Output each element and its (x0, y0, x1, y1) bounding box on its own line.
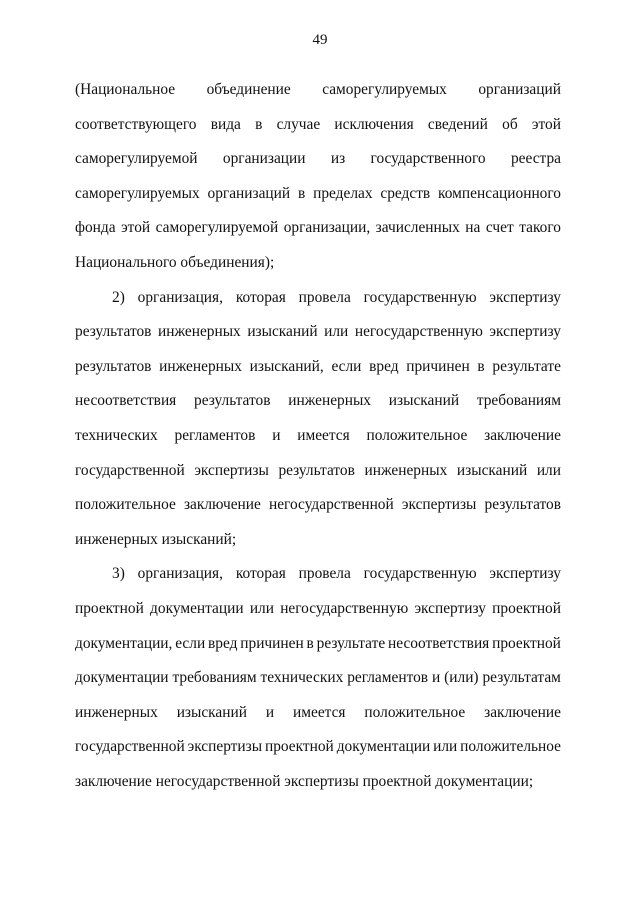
word: документации (336, 738, 431, 756)
word: об (502, 115, 518, 133)
word: (Национальное (75, 81, 176, 98)
word: средств (380, 184, 431, 202)
word: инженерных (159, 357, 242, 375)
word: компенсационного (438, 184, 561, 202)
word: изысканий, (249, 357, 324, 375)
word: экспертизу (489, 288, 561, 306)
word: результатов (75, 357, 152, 375)
word: провела (298, 288, 351, 306)
word: экспертизу (489, 323, 561, 341)
word: саморегулируемых (75, 184, 200, 202)
word: саморегулируемой (75, 150, 198, 168)
word: исключения (334, 115, 414, 133)
text-line (75, 592, 561, 627)
word: требованиям (476, 392, 561, 410)
word: или (324, 323, 349, 341)
word: государственной (75, 461, 185, 479)
word: положительное (366, 426, 468, 444)
word: заключение (484, 703, 561, 721)
word: регламентов (347, 669, 429, 687)
paragraph-3 (75, 557, 561, 799)
word: положительное (75, 496, 176, 514)
word: пределах (313, 184, 373, 202)
word: негосударственную (354, 323, 483, 341)
text-line (75, 73, 561, 108)
word: организация, (137, 565, 223, 583)
word: требованиям (172, 669, 257, 687)
word: заключение (183, 496, 261, 514)
word: этой (121, 219, 151, 237)
word: экспертизу (414, 599, 486, 617)
text-line (75, 315, 561, 350)
word: результатов (194, 392, 271, 410)
word: вред (369, 357, 399, 375)
word: результате (492, 357, 561, 375)
word: на (465, 219, 481, 237)
word: организация, (137, 288, 223, 306)
word: экспертизы (401, 496, 477, 514)
word: экспертизу (489, 565, 561, 583)
word: причинен (240, 634, 304, 652)
word: заключение (484, 426, 561, 444)
word: изысканий (388, 392, 460, 410)
word: организации, (283, 219, 371, 237)
text-line (75, 730, 561, 765)
word: счет (485, 219, 514, 237)
word: проектной (75, 599, 144, 617)
word: регламентов (174, 426, 256, 444)
word: документации, (75, 634, 173, 652)
word: 3) (112, 565, 125, 583)
word: несоответствия (388, 634, 490, 652)
text-line (75, 281, 561, 316)
word: инженерных (75, 703, 158, 721)
text-line (75, 557, 561, 592)
word: в (477, 357, 485, 375)
word: экспертизы (194, 461, 269, 479)
text-line (75, 246, 561, 281)
word: проектной (492, 634, 561, 652)
word: 2) (112, 288, 125, 306)
text-line (75, 384, 561, 419)
word: государственного (370, 150, 486, 168)
word: в (306, 634, 314, 652)
page-number: 49 (312, 32, 328, 48)
word: этой (531, 115, 561, 133)
word: или (249, 599, 274, 617)
word: и (431, 669, 441, 687)
word: сведений (427, 115, 488, 133)
word: государственную (363, 288, 477, 306)
word: или (433, 738, 458, 756)
word: если (331, 357, 362, 375)
word: заключение негосударственной экспертизы проектной документации; (75, 772, 534, 790)
word: из (330, 150, 346, 168)
word: экспертизы (187, 738, 263, 756)
word: которая (235, 288, 286, 306)
word: соответствующего (75, 115, 197, 133)
text-line (75, 142, 561, 177)
word: в (255, 115, 263, 133)
word: инженерных (364, 461, 448, 479)
word: государственной (75, 738, 185, 756)
word: объединение (206, 81, 291, 98)
text-line (75, 108, 561, 143)
word: фонда (75, 219, 116, 237)
word: государственную (363, 565, 477, 583)
word: проектной (264, 738, 334, 756)
word: организации (222, 150, 306, 168)
word: изысканий (247, 323, 318, 341)
word: положительное (460, 738, 561, 756)
word: положительное (364, 703, 466, 721)
text-line (75, 488, 561, 523)
word: или (536, 461, 561, 479)
word: реестра (510, 150, 561, 168)
text-line (75, 523, 561, 558)
word: (или) (444, 669, 479, 687)
word: несоответствия (75, 392, 177, 410)
word: негосударственной (268, 496, 394, 514)
word: вред (208, 634, 238, 652)
text-line (75, 177, 561, 212)
word: документации (150, 599, 244, 617)
word: причинен (406, 357, 470, 375)
word: негосударственную (280, 599, 409, 617)
word: имеется (293, 703, 346, 721)
paragraph-1 (75, 73, 561, 281)
text-line (75, 211, 561, 246)
word: результатам (482, 669, 561, 687)
text-line (75, 661, 561, 696)
word: документации (75, 669, 169, 687)
body-text (75, 73, 561, 799)
word: саморегулируемых (322, 81, 447, 98)
text-line (75, 350, 561, 385)
word: такого (519, 219, 561, 237)
word: и (265, 703, 275, 721)
word: и (272, 426, 281, 444)
text-line (75, 627, 561, 662)
word: результатов (278, 461, 355, 479)
word: провела (298, 565, 351, 583)
word: зачисленных (375, 219, 460, 237)
word: вида (210, 115, 241, 133)
word: если (175, 634, 206, 652)
word: имеется (297, 426, 350, 444)
word: организаций (207, 184, 291, 202)
word: проектной (492, 599, 561, 617)
word: в (297, 184, 306, 202)
paragraph-2 (75, 281, 561, 558)
word: технических (260, 669, 344, 687)
word: случае (276, 115, 321, 133)
word: изысканий (456, 461, 528, 479)
word: саморегулируемой (155, 219, 279, 237)
text-line (75, 696, 561, 731)
word: Национального объединения); (75, 253, 275, 271)
word: организаций (478, 81, 561, 98)
text-line (75, 454, 561, 489)
word: технических (75, 426, 158, 444)
word: инженерных (157, 323, 241, 341)
word: инженерных (288, 392, 372, 410)
word: инженерных изысканий; (75, 530, 237, 548)
word: которая (235, 565, 286, 583)
word: результате (316, 634, 386, 652)
text-line (75, 765, 561, 800)
text-line (75, 419, 561, 454)
word: результатов (75, 323, 152, 341)
word: результатов (484, 496, 561, 514)
word: изысканий (176, 703, 247, 721)
